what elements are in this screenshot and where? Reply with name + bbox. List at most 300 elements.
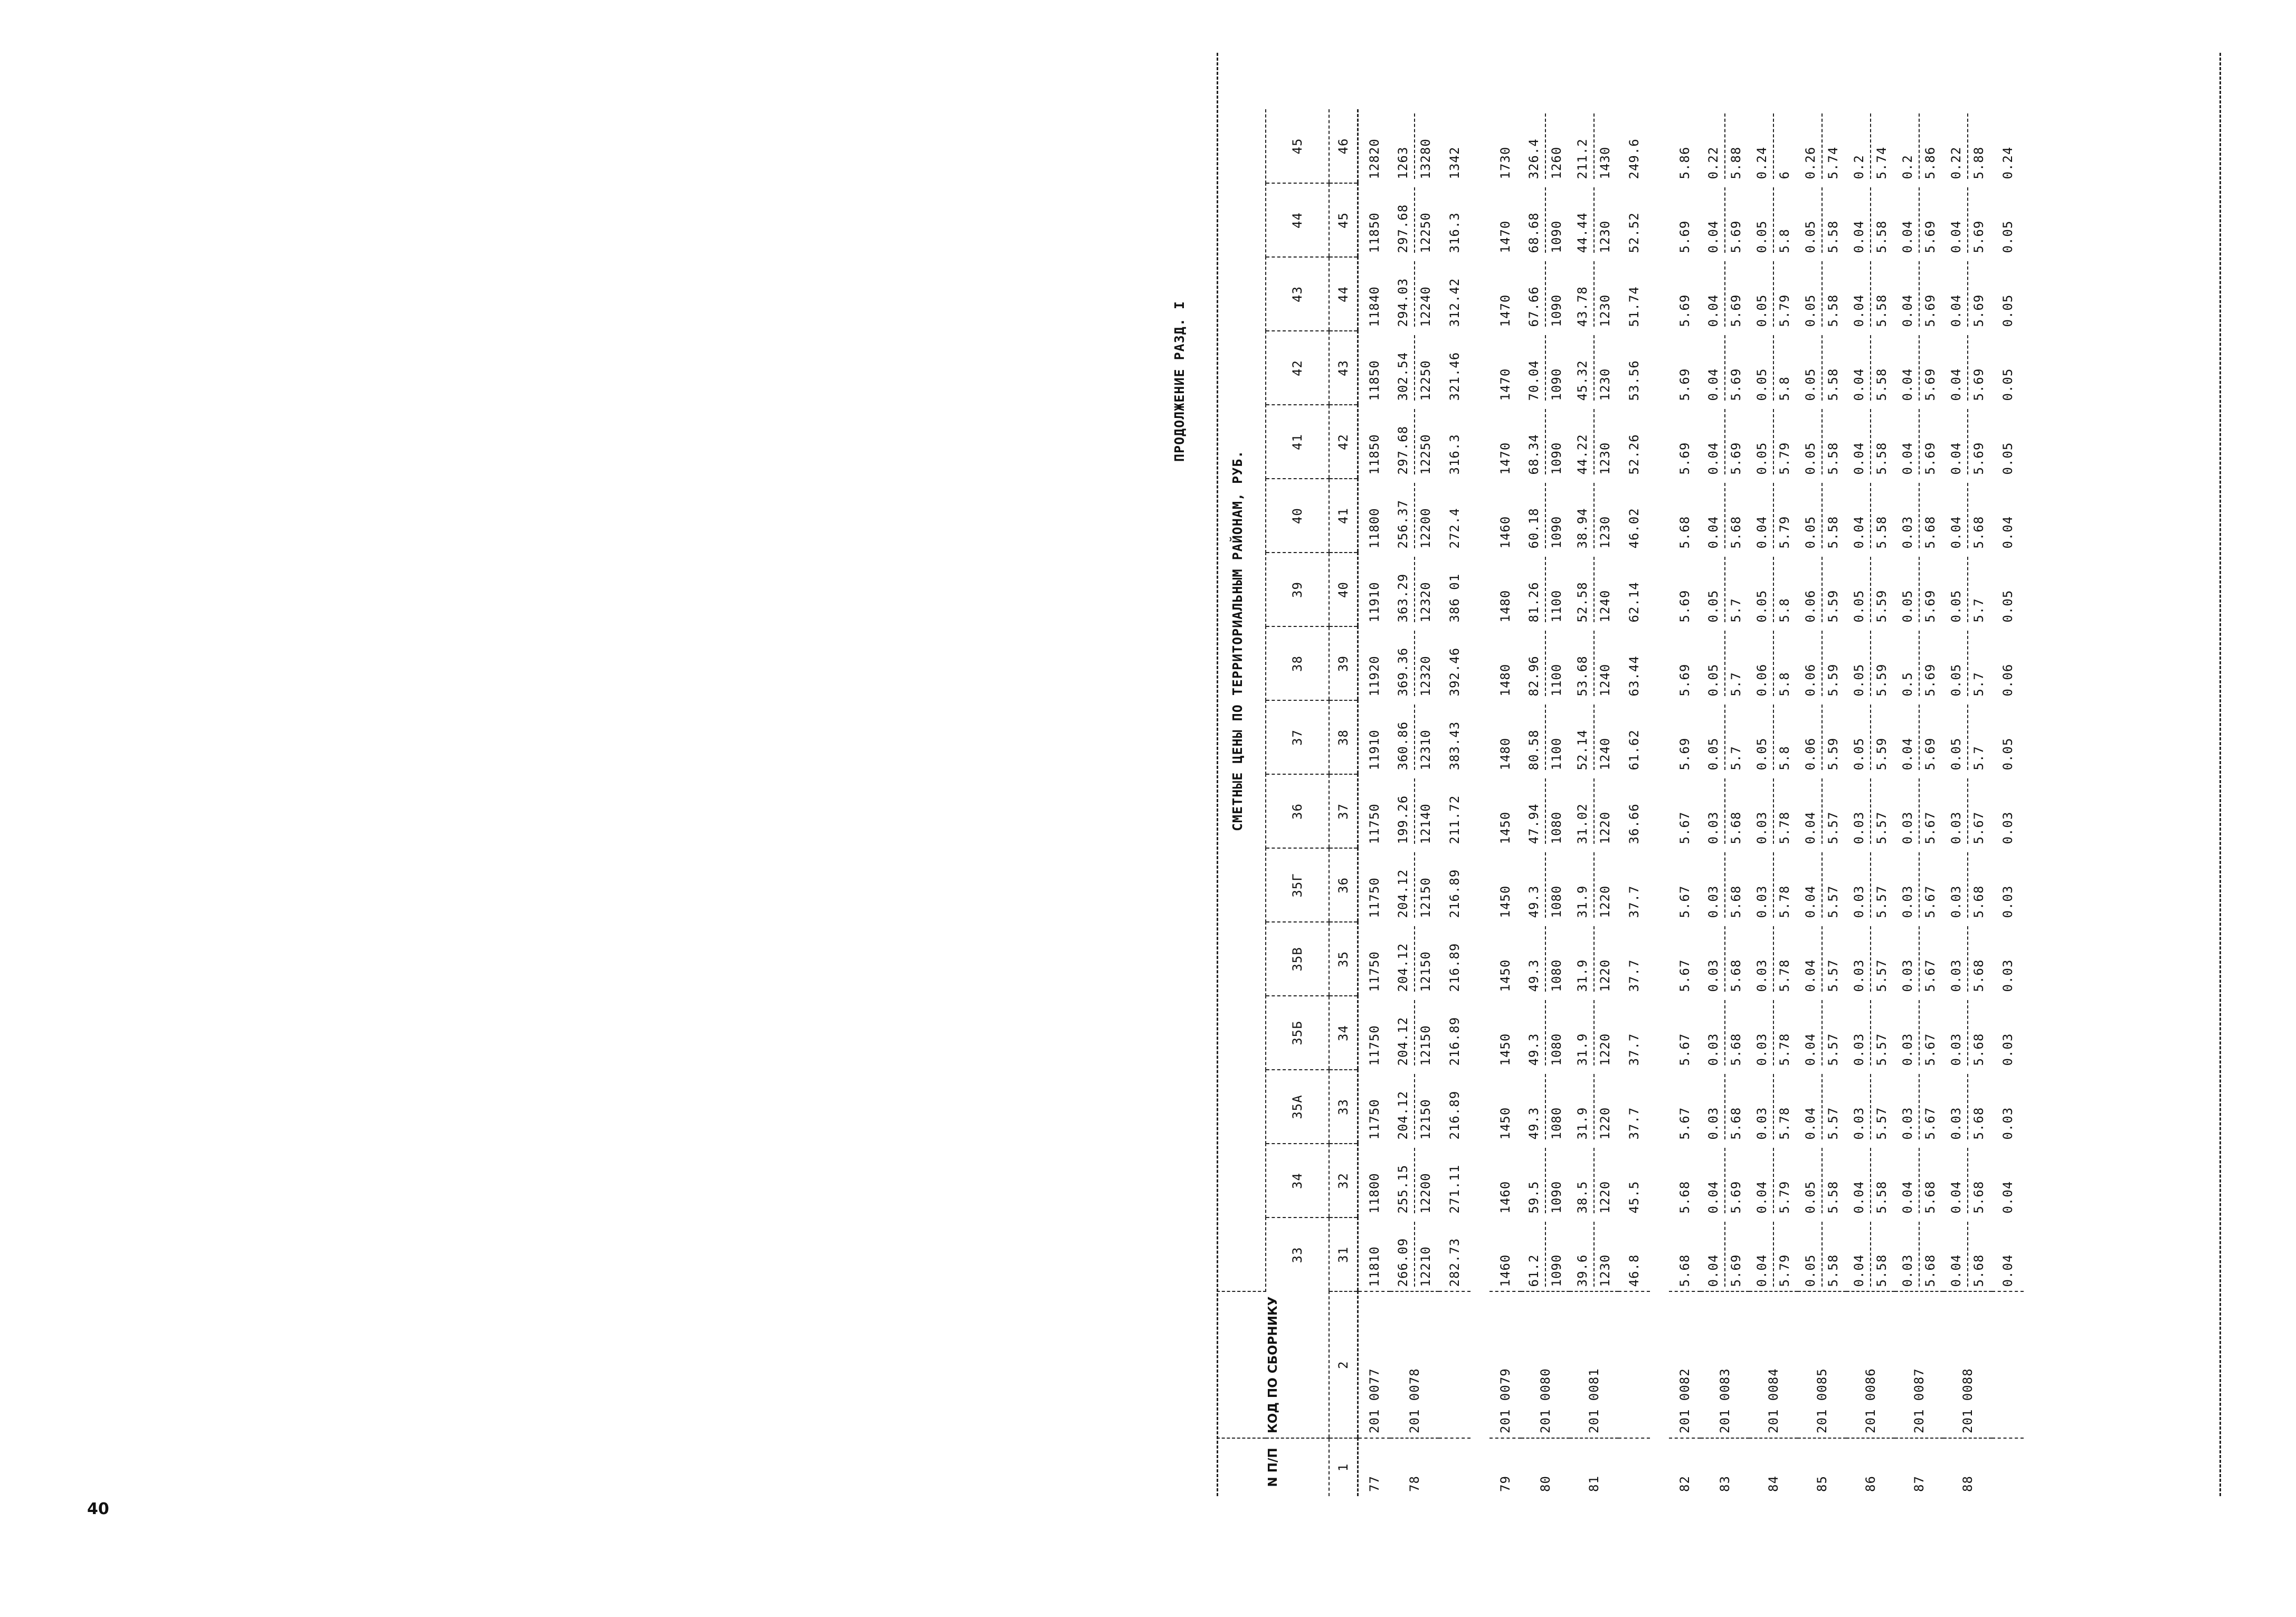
price-cell: 1450 [1498,959,1513,992]
price-cell [1390,183,1439,257]
price-cell [1701,1217,1749,1291]
fraction-bottom: 5.69 [1729,1254,1743,1287]
price-cell: 1460 [1498,1181,1513,1214]
fraction-bottom: 5.7 [1729,746,1743,771]
price-cell [1521,109,1570,183]
fraction-bottom: 5.79 [1777,294,1792,327]
fraction-bottom: 5.68 [1971,1254,1986,1287]
price-cell: 316.3 [1447,434,1462,475]
fraction-top: 0.04 [1706,335,1725,401]
fraction-top: 256.37 [1396,483,1415,548]
price-cell [1798,1144,1846,1217]
price-cell [1846,405,1895,479]
fraction-bottom: 12320 [1418,582,1433,623]
fraction-top: 0.04 [1852,409,1871,474]
fraction-bottom: 5.7 [1729,598,1743,623]
price-cell: 46.8 [1618,1217,1650,1291]
fraction-top: 70.04 [1526,335,1546,401]
column-number: 42 [1329,405,1358,479]
fraction-bottom: 1230 [1598,516,1612,549]
price-cell [1749,626,1798,700]
price-cell [1895,626,1943,700]
fraction-top: 31.9 [1575,926,1595,992]
price-cell [1798,109,1846,183]
fraction-top: 0.04 [1706,187,1725,253]
price-cell [1846,479,1895,553]
fraction-bottom: 5.69 [1971,368,1986,401]
district-header: 34 [1266,1144,1329,1217]
district-header: 42 [1266,331,1329,405]
price-cell [1943,626,1992,700]
price-cell: 216.89 [1447,869,1462,918]
price-cell: 216.89 [1447,943,1462,992]
price-cell [1701,848,1749,922]
fraction-top: 0.04 [1803,1074,1823,1139]
fraction-top: 199.26 [1396,778,1415,844]
fraction-bottom: 1240 [1598,589,1612,623]
fraction-top: 0.03 [1852,778,1871,844]
fraction-bottom: 5.58 [1874,220,1889,253]
fraction-bottom: 1230 [1598,442,1612,475]
fraction-bottom: 13280 [1418,138,1433,179]
price-cell [1749,1217,1798,1291]
fraction-bottom: 5.69 [1729,368,1743,401]
fraction-top: 0.03 [1900,1074,1920,1139]
price-table [1217,109,2024,1496]
column-number: 45 [1329,183,1358,257]
table-row [1570,109,1618,1496]
fraction-bottom: 5.68 [1971,1033,1986,1066]
fraction-top: 0.04 [1949,1222,1968,1287]
price-cell [1521,183,1570,257]
price-cell [1521,1217,1570,1291]
price-cell: 37.7 [1627,1033,1642,1066]
fraction-bottom: 5.59 [1826,737,1840,771]
district-header: 35В [1266,922,1329,996]
fraction-top: 52.14 [1575,705,1595,770]
price-cell: 216.89 [1447,1090,1462,1140]
district-header: 35Б [1266,996,1329,1070]
fraction-bottom: 5.78 [1777,959,1792,992]
fraction-bottom: 5.68 [1971,516,1986,549]
fraction-bottom: 5.69 [1923,737,1938,771]
fraction-top: 0.03 [1900,1000,1920,1066]
fraction-top: 0.05 [1803,1222,1823,1287]
row-number [1992,1438,2024,1496]
column-number: 40 [1329,553,1358,626]
price-cell: 11810 [1358,1217,1391,1291]
price-cell [1701,996,1749,1070]
fraction-bottom: 1090 [1549,220,1564,253]
fraction-bottom: 5.58 [1826,368,1840,401]
fraction-bottom: 5.57 [1826,1033,1840,1066]
fraction-bottom: 5.69 [1971,442,1986,475]
fraction-top: 68.68 [1526,187,1546,253]
price-cell [1521,700,1570,774]
fraction-top: 0.05 [1852,631,1871,696]
price-cell: 312.42 [1447,278,1462,327]
fraction-bottom: 12150 [1418,1025,1433,1066]
fraction-top: 0.05 [1754,187,1774,253]
fraction-top: 0.06 [1803,557,1823,622]
price-cell [1943,405,1992,479]
fraction-top: 0.04 [1949,1148,1968,1213]
fraction-bottom: 1080 [1549,959,1564,992]
price-cell: 45.5 [1627,1181,1642,1214]
fraction-bottom: 5.68 [1729,1033,1743,1066]
fraction-top: 67.66 [1526,261,1546,327]
price-cell [1521,1144,1570,1217]
price-cell: 11850 [1367,212,1382,253]
fraction-bottom: 1080 [1549,1033,1564,1066]
price-cell [1390,479,1439,553]
fraction-bottom: 5.58 [1826,516,1840,549]
district-header: 39 [1266,553,1329,626]
price-cell: 11750 [1367,1025,1382,1066]
fraction-top: 0.22 [1949,113,1968,179]
price-cell [1749,405,1798,479]
fraction-bottom: 12250 [1418,212,1433,253]
row-number: 86 [1863,1476,1878,1492]
row-code: 201 0079 [1489,1291,1521,1438]
fraction-bottom: 5.69 [1729,1181,1743,1214]
price-cell [1570,700,1618,774]
row-code: 201 0085 [1798,1291,1846,1438]
fraction-top: 0.05 [1949,557,1968,622]
fraction-top: 0.03 [1900,483,1920,548]
row-number: 84 [1766,1476,1781,1492]
fraction-bottom: 1080 [1549,885,1564,918]
price-cell [1846,626,1895,700]
price-cell [1846,774,1895,848]
price-cell [1701,553,1749,626]
price-cell: 5.86 [1677,146,1692,179]
fraction-bottom: 1090 [1549,516,1564,549]
fraction-top: 0.04 [1754,483,1774,548]
fraction-bottom: 1090 [1549,294,1564,327]
price-cell [1570,257,1618,331]
fraction-top: 59.5 [1526,1148,1546,1213]
price-cell: 1450 [1498,1033,1513,1066]
price-cell [1570,405,1618,479]
fraction-top: 0.03 [1706,1074,1725,1139]
fraction-top: 0.05 [1754,705,1774,770]
fraction-top: 266.09 [1396,1222,1415,1287]
price-cell: 11840 [1367,286,1382,327]
fraction-bottom: 5.86 [1923,146,1938,179]
fraction-top: 49.3 [1526,926,1546,992]
fraction-top: 255.15 [1396,1148,1415,1213]
fraction-bottom: 5.68 [1923,1254,1938,1287]
fraction-bottom: 5.58 [1874,368,1889,401]
row-code: 201 0083 [1701,1291,1749,1438]
fraction-top: 0.03 [1900,852,1920,918]
fraction-bottom: 1080 [1549,1107,1564,1140]
price-cell [1943,1070,1992,1144]
row-code [1618,1291,1650,1438]
fraction-bottom: 5.57 [1826,959,1840,992]
district-header: 41 [1266,405,1329,479]
fraction-bottom: 1090 [1549,1181,1564,1214]
price-cell: 11850 [1367,434,1382,475]
fraction-bottom: 5.68 [1971,1107,1986,1140]
price-cell: 11750 [1367,1099,1382,1140]
price-cell: 11750 [1367,951,1382,992]
price-cell: 392.46 [1447,647,1462,697]
fraction-top: 0.04 [1706,1148,1725,1213]
fraction-bottom: 5.74 [1826,146,1840,179]
fraction-bottom: 12200 [1418,508,1433,549]
fraction-top: 0.05 [1949,631,1968,696]
column-number: 32 [1329,1144,1358,1217]
fraction-top: 0.05 [1852,705,1871,770]
price-cell: 5.68 [1677,516,1692,549]
fraction-bottom: 5.69 [1923,294,1938,327]
price-cell [1943,922,1992,996]
price-cell [1749,183,1798,257]
fraction-top: 44.22 [1575,409,1595,474]
fraction-bottom: 5.67 [1923,959,1938,992]
district-header: 35Г [1266,848,1329,922]
price-cell [1798,405,1846,479]
fraction-top: 0.04 [1949,261,1968,327]
fraction-top: 0.03 [1754,852,1774,918]
price-cell [1570,183,1618,257]
price-cell [1943,183,1992,257]
fraction-top: 369.36 [1396,631,1415,696]
row-code: 201 0086 [1846,1291,1895,1438]
fraction-bottom: 1220 [1598,885,1612,918]
price-cell [1943,848,1992,922]
fraction-top: 0.03 [1949,778,1968,844]
fraction-top: 204.12 [1396,852,1415,918]
fraction-top: 49.3 [1526,1074,1546,1139]
group-spacer [1650,109,1669,1496]
fraction-bottom: 5.67 [1923,885,1938,918]
fraction-bottom: 1230 [1598,294,1612,327]
fraction-bottom: 5.57 [1874,959,1889,992]
fraction-top: 0.03 [1949,852,1968,918]
fraction-bottom: 5.79 [1777,516,1792,549]
price-cell: 51.74 [1627,286,1642,327]
price-cell: 11750 [1367,877,1382,918]
fraction-bottom: 5.69 [1729,294,1743,327]
price-cell: 12820 [1367,138,1382,179]
price-cell [1749,848,1798,922]
price-cell: 11910 [1367,729,1382,771]
row-number: 77 [1367,1476,1382,1492]
fraction-bottom: 5.59 [1874,589,1889,623]
table-row [1798,109,1846,1496]
price-cell [1390,774,1439,848]
header-row-districts [1266,109,1329,1496]
fraction-bottom: 5.57 [1874,811,1889,844]
price-cell [1390,1144,1439,1217]
price-cell: 1470 [1498,442,1513,475]
price-cell: 5.68 [1677,1181,1692,1214]
price-cell: 0.05 [2000,220,2015,253]
price-cell [1521,848,1570,922]
price-cell: 52.26 [1627,434,1642,475]
price-cell [1846,109,1895,183]
fraction-top: 31.9 [1575,1074,1595,1139]
price-cell [1521,922,1570,996]
fraction-top: 0.05 [1852,557,1871,622]
fraction-top: 38.5 [1575,1148,1595,1213]
price-cell: 211.72 [1447,795,1462,844]
price-cell: 383.43 [1447,721,1462,771]
fraction-top: 0.03 [1706,778,1725,844]
price-cell [1570,331,1618,405]
price-cell [1570,1070,1618,1144]
fraction-bottom: 5.69 [1923,442,1938,475]
fraction-bottom: 5.69 [1923,220,1938,253]
price-cell: 0.05 [2000,368,2015,401]
row-code: 201 0077 [1358,1291,1391,1438]
price-cell [1701,626,1749,700]
price-cell [1570,553,1618,626]
fraction-bottom: 1230 [1598,1254,1612,1287]
fraction-bottom: 5.88 [1971,146,1986,179]
table-row [1618,109,1650,1496]
price-cell: 53.56 [1627,360,1642,401]
price-cell [1701,405,1749,479]
fraction-top: 0.03 [1900,926,1920,992]
fraction-top: 0.05 [1803,261,1823,327]
fraction-bottom: 5.68 [1971,885,1986,918]
code-column-header: КОД ПО СБОРНИКУ [1217,1291,1329,1438]
price-cell: 37.7 [1627,1107,1642,1140]
fraction-top: 0.04 [1803,852,1823,918]
price-cell: 36.66 [1627,803,1642,844]
row-code: 201 0087 [1895,1291,1943,1438]
price-cell [1798,774,1846,848]
fraction-bottom: 12210 [1418,1246,1433,1287]
district-header: 43 [1266,257,1329,331]
price-cell [1798,626,1846,700]
price-cell [1521,331,1570,405]
fraction-top: 60.18 [1526,483,1546,548]
fraction-top: 0.03 [1852,926,1871,992]
price-cell [1895,848,1943,922]
table-row [1669,109,1701,1496]
price-cell [1895,774,1943,848]
price-cell [1846,331,1895,405]
price-cell [1943,109,1992,183]
price-cell: 0.24 [2000,146,2015,179]
fraction-top: 0.04 [1900,409,1920,474]
price-cell [1701,183,1749,257]
table-body [1358,109,2024,1496]
price-cell [1895,700,1943,774]
price-cell: 1480 [1498,737,1513,771]
column-number: 33 [1329,1070,1358,1144]
table-row [1846,109,1895,1496]
district-header: 40 [1266,479,1329,553]
header-row-title [1217,109,1266,1496]
fraction-top: 82.96 [1526,631,1546,696]
fraction-top: 0.03 [1754,1074,1774,1139]
fraction-top: 0.03 [1754,778,1774,844]
fraction-bottom: 5.68 [1729,959,1743,992]
fraction-top: 0.05 [1754,261,1774,327]
fraction-bottom: 5.69 [1923,368,1938,401]
fraction-top: 0.03 [1900,1222,1920,1287]
price-cell: 1730 [1498,146,1513,179]
price-cell [1749,479,1798,553]
price-cell [1749,109,1798,183]
fraction-bottom: 5.78 [1777,1107,1792,1140]
fraction-bottom: 5.7 [1729,672,1743,697]
row-code [1992,1291,2024,1438]
row-code: 201 0078 [1390,1291,1439,1438]
price-cell [1749,774,1798,848]
price-cell: 5.69 [1677,442,1692,475]
price-cell [1390,405,1439,479]
fraction-bottom: 5.78 [1777,1033,1792,1066]
price-cell [1570,626,1618,700]
price-cell [1749,553,1798,626]
price-cell [1390,626,1439,700]
price-cell: 0.03 [2000,1033,2015,1066]
price-cell [1895,183,1943,257]
row-code: 201 0080 [1521,1291,1570,1438]
fraction-bottom: 5.58 [1826,294,1840,327]
column-number: 44 [1329,257,1358,331]
price-cell [1798,700,1846,774]
fraction-bottom: 12140 [1418,803,1433,844]
table-row [1943,109,1992,1496]
price-cell: 1470 [1498,220,1513,253]
column-number: 41 [1329,479,1358,553]
fraction-top: 31.02 [1575,778,1595,844]
row-code [1439,1291,1470,1438]
price-cell: 1450 [1498,811,1513,844]
fraction-bottom: 5.7 [1971,598,1986,623]
fraction-bottom: 5.67 [1923,1033,1938,1066]
price-cell: 0.04 [1992,1217,2024,1291]
price-cell [1798,331,1846,405]
price-cell [1895,109,1943,183]
fraction-bottom: 5.59 [1874,737,1889,771]
price-cell: 5.67 [1677,1033,1692,1066]
price-cell [1570,1217,1618,1291]
price-cell: 0.05 [2000,589,2015,623]
price-cell [1701,1070,1749,1144]
price-cell: 0.03 [2000,885,2015,918]
price-cell [1390,996,1439,1070]
fraction-top: 0.05 [1803,187,1823,253]
fraction-top: 0.04 [1900,261,1920,327]
table-row [1489,109,1521,1496]
fraction-top: 0.03 [1949,926,1968,992]
page-number: 40 [87,1500,109,1518]
fraction-bottom: 5.58 [1874,294,1889,327]
price-cell [1846,848,1895,922]
price-cell [1701,331,1749,405]
row-number: 80 [1538,1476,1553,1492]
district-header: 33 [1290,1247,1305,1263]
row-number: 87 [1911,1476,1927,1492]
fraction-top: 0.04 [1900,705,1920,770]
group-spacer [1470,109,1489,1496]
fraction-bottom: 5.7 [1971,672,1986,697]
price-cell [1895,1217,1943,1291]
fraction-bottom: 1220 [1598,1107,1612,1140]
price-cell [1521,479,1570,553]
fraction-bottom: 12250 [1418,360,1433,401]
price-cell [1390,109,1439,183]
